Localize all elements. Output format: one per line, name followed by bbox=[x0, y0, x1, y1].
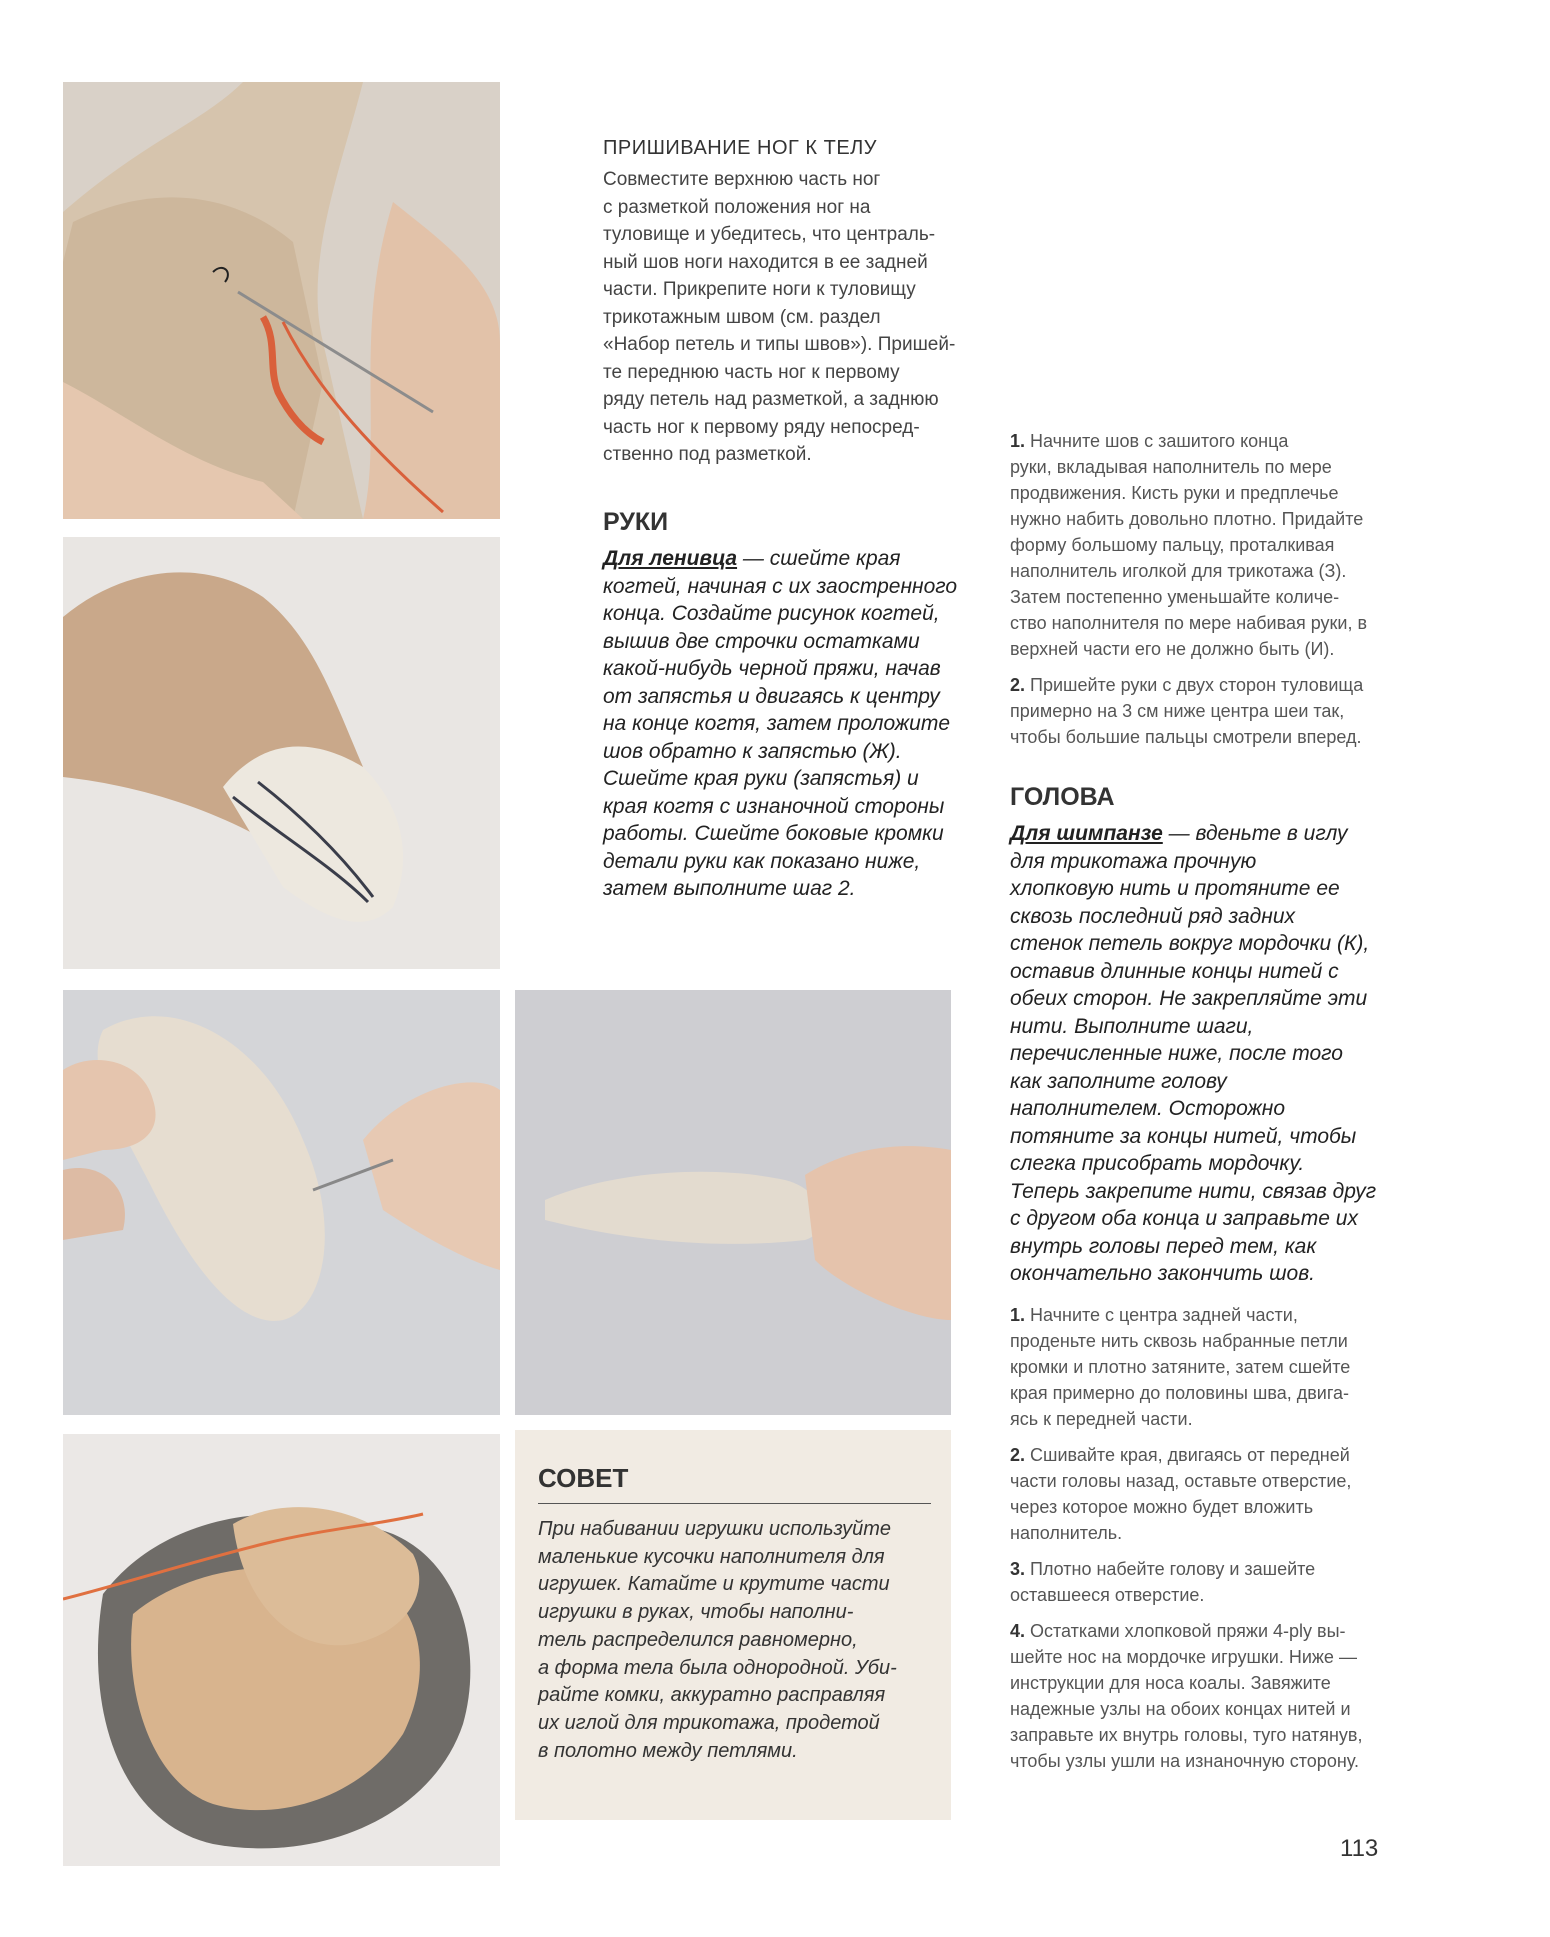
legs-text: Совместите верхнюю часть ног с разметкой положения ног на туловище и убедитесь, что централь- ный шов ноги находится в ее задней части. Прикрепите ноги к туловищу трикотажным швом (см. раздел «Набор петель и типы швов»). Пришей- те переднюю часть ног к первому ряду петель над разметкой, а заднюю часть ног к первому ряду непосред- ственно под разметкой. bbox=[603, 169, 956, 465]
arms-text bbox=[603, 545, 983, 903]
legs-heading: ПРИШИВАНИЕ НОГ К ТЕЛУ bbox=[603, 137, 878, 159]
tip-box bbox=[515, 1430, 951, 1820]
legs-section bbox=[603, 137, 973, 469]
head-lead: Для шимпанзе bbox=[1010, 822, 1163, 845]
page-number: 113 bbox=[1340, 1835, 1379, 1862]
arms-body: — сшейте края когтей, начиная с их заостренного конца. Создайте рисунок когтей, вышив две строчки остатками какой-нибудь черной пряжи, начав от запястья и двигаясь к центру на конце когтя, затем проложите шов обратно к запястью (Ж). Сшейте края руки (запястья) и края когтя с изнаночной стороны работы. Сшейте боковые кромки детали руки как показано ниже, затем выполните шаг 2. bbox=[603, 547, 958, 900]
head-body: — вденьте в иглу для трикотажа прочную хлопковую нить и протяните ее сквозь последний ряд задних стенок петель вокруг мордочки (К), оставив длинные концы нитей с обеих сторон. Не закрепляйте эти нити. Выполните шаги, перечисленные ниже, после того как заполните голову наполнителем. Осторожно потяните за концы нитей, чтобы слегка присобрать мордочку. Теперь закрепите нити, связав друг с другом оба конца и заправьте их внутрь головы перед тем, как окончательно закончить шов. bbox=[1010, 822, 1377, 1285]
tip-title: СОВЕТ bbox=[538, 1463, 629, 1493]
arms-heading: РУКИ bbox=[603, 508, 669, 536]
photo-e-claw bbox=[63, 537, 500, 969]
head-steps bbox=[1010, 1302, 1405, 1784]
tip-divider bbox=[538, 1503, 931, 1504]
arm-step-2: 2. Пришейте руки с двух сторон туловища примерно на 3 см ниже центра шеи так, чтобы большие пальцы смотрели вперед. bbox=[1010, 675, 1364, 747]
head-step-3: 3. Плотно набейте голову и зашейте оставшееся отверстие. bbox=[1010, 1559, 1316, 1605]
head-heading: ГОЛОВА bbox=[1010, 783, 1115, 811]
photo-zh-stuffing-arm bbox=[63, 990, 500, 1415]
head-step-4: 4. Остатками хлопковой пряжи 4-ply вы- шейте нос на мордочке игрушки. Ниже — инструкции для носа коалы. Завяжите надежные узлы на обоих концах нитей и заправьте их внутрь головы, туго натянув, чтобы узлы ушли на изнаночную сторону. bbox=[1010, 1621, 1363, 1771]
photo-z-head bbox=[63, 1434, 500, 1866]
arms-section bbox=[603, 508, 983, 903]
arms-lead: Для ленивца bbox=[603, 547, 738, 570]
arm-steps bbox=[1010, 428, 1400, 760]
photo-i-stuffed-arm bbox=[515, 990, 951, 1415]
tip-text: При набивании игрушки используйте маленькие кусочки наполнителя для игрушек. Катайте и крутите части игрушки в руках, чтобы наполни- тель распределился равномерно, а форма тела была однородной. Уби- райте комки, аккуратно расправляя их иглой для трикотажа, продетой в полотно между петлями. bbox=[538, 1518, 897, 1762]
head-step-2: 2. Сшивайте края, двигаясь от передней части головы назад, оставьте отверстие, через которое можно будет вложить наполнитель. bbox=[1010, 1445, 1352, 1543]
head-section bbox=[1010, 783, 1405, 1288]
head-text bbox=[1010, 820, 1405, 1288]
photo-d-sewing-leg bbox=[63, 82, 500, 519]
arm-step-1: 1. Начните шов с зашитого конца руки, вкладывая наполнитель по мере продвижения. Кисть руки и предплечье нужно набить довольно плотно. Придайте форму большому пальцу, проталкивая наполнитель иголкой для трикотажа (З). Затем постепенно уменьшайте количе- ство наполнителя по мере набивая руки, в верхней части его не должно быть (И). bbox=[1010, 431, 1368, 659]
head-step-1: 1. Начните с центра задней части, проденьте нить сквозь набранные петли кромки и плотно затяните, затем сшейте края примерно до половины шва, двига- ясь к передней части. bbox=[1010, 1305, 1351, 1429]
